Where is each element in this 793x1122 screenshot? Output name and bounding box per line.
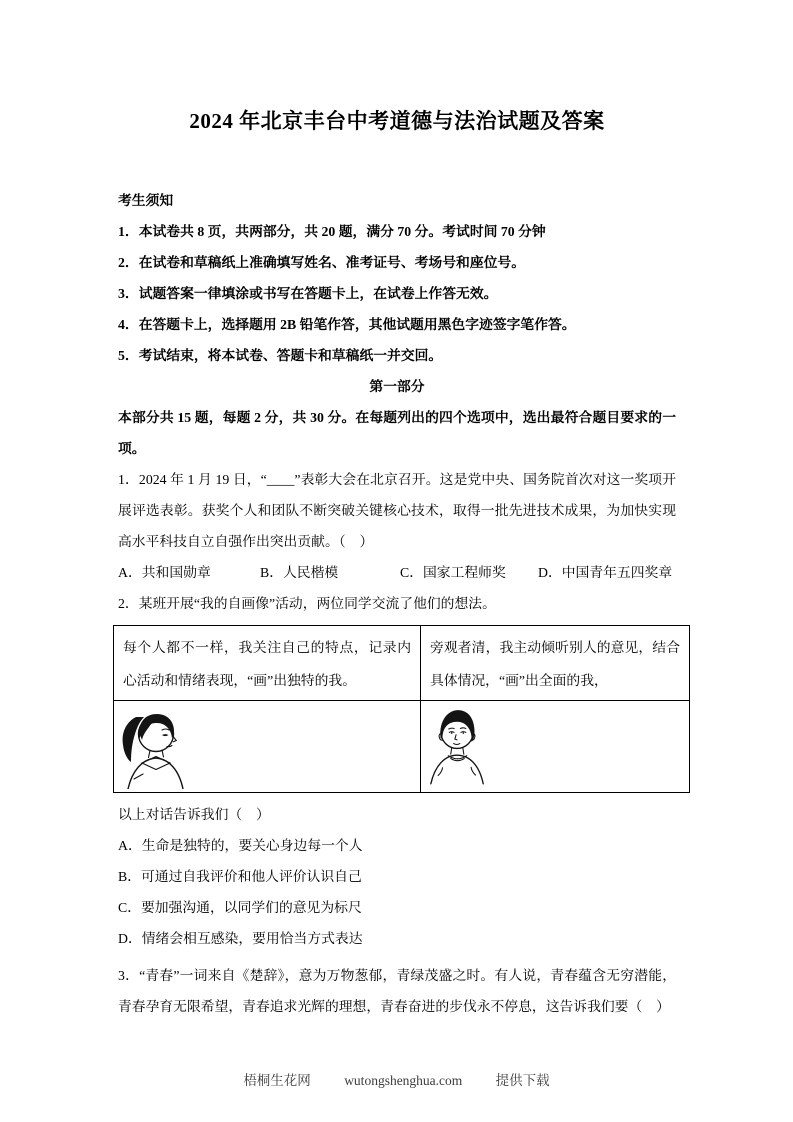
notice-heading: 考生须知	[118, 193, 174, 208]
q1-option-b: B．人民楷模	[260, 565, 339, 580]
question-2-stem: 以上对话告诉我们（ ）	[118, 807, 270, 822]
boy-student-portrait-icon	[426, 705, 490, 785]
question-1-text: 1．2024 年 1 月 19 日，“____”表彰大会在北京召开。这是党中央、国务院首次对这一奖项开展评选表彰。获奖个人和团队不断突破关键核心技术，取得一批先进技术成果，为加快实现高水平科技自立自强作出突出贡献。（ ）	[118, 472, 676, 549]
q2-dialog-table	[113, 625, 690, 793]
notice-item: 3．试题答案一律填涂或书写在答题卡上，在试卷上作答无效。	[118, 286, 498, 301]
question-2-lead: 2．某班开展“我的自画像”活动，两位同学交流了他们的想法。	[118, 596, 496, 611]
q2-option-d: D．情绪会相互感染，要用恰当方式表达	[118, 931, 363, 946]
footer-site-url: wutongshenghua.com	[344, 1073, 463, 1088]
part1-heading: 第一部分	[369, 379, 425, 394]
q2-option-a: A．生命是独特的，要关心身边每一个人	[118, 838, 363, 853]
q1-option-c: C．国家工程师奖	[400, 565, 506, 580]
footer-site-name: 梧桐生花网	[243, 1073, 311, 1088]
q2-right-statement: 旁观者清，我主动倾听别人的意见，结合具体情况，“画”出全面的我，	[421, 626, 690, 701]
part1-intro: 本部分共 15 题，每题 2 分，共 30 分。在每题列出的四个选项中，选出最符合题目要求的一项。	[118, 410, 676, 456]
notice-item: 1．本试卷共 8 页，共两部分，共 20 题，满分 70 分。考试时间 70 分钟	[118, 224, 546, 239]
question-3-text: 3．“青春”一词来自《楚辞》，意为万物葱郁，青绿茂盛之时。有人说，青春蕴含无穷潜能，青春孕育无限希望，青春追求光辉的理想，青春奋进的步伐永不停息，这告诉我们要（ ）	[118, 968, 676, 1014]
page-footer	[0, 1071, 793, 1091]
notice-item: 5．考试结束，将本试卷、答题卡和草稿纸一并交回。	[118, 348, 443, 363]
notice-section	[118, 185, 676, 371]
girl-student-portrait-icon	[119, 705, 189, 789]
q1-option-d: D．中国青年五四奖章	[538, 565, 673, 580]
q2-right-image-cell	[421, 701, 690, 793]
q1-option-a: A．共和国勋章	[118, 565, 211, 580]
question-1-options-row	[118, 557, 676, 588]
q2-option-b: B．可通过自我评价和他人评价认识自己	[118, 869, 362, 884]
notice-item: 4．在答题卡上，选择题用 2B 铅笔作答，其他试题用黑色字迹签字笔作答。	[118, 317, 576, 332]
q2-left-image-cell	[114, 701, 421, 793]
document-title: 2024 年北京丰台中考道德与法治试题及答案	[189, 109, 605, 133]
notice-item: 2．在试卷和草稿纸上准确填写姓名、准考证号、考场号和座位号。	[118, 255, 526, 270]
q2-option-c: C．要加强沟通，以同学们的意见为标尺	[118, 900, 362, 915]
footer-download-text: 提供下载	[495, 1073, 550, 1088]
q2-left-statement: 每个人都不一样，我关注自己的特点，记录内心活动和情绪表现，“画”出独特的我。	[114, 626, 421, 701]
